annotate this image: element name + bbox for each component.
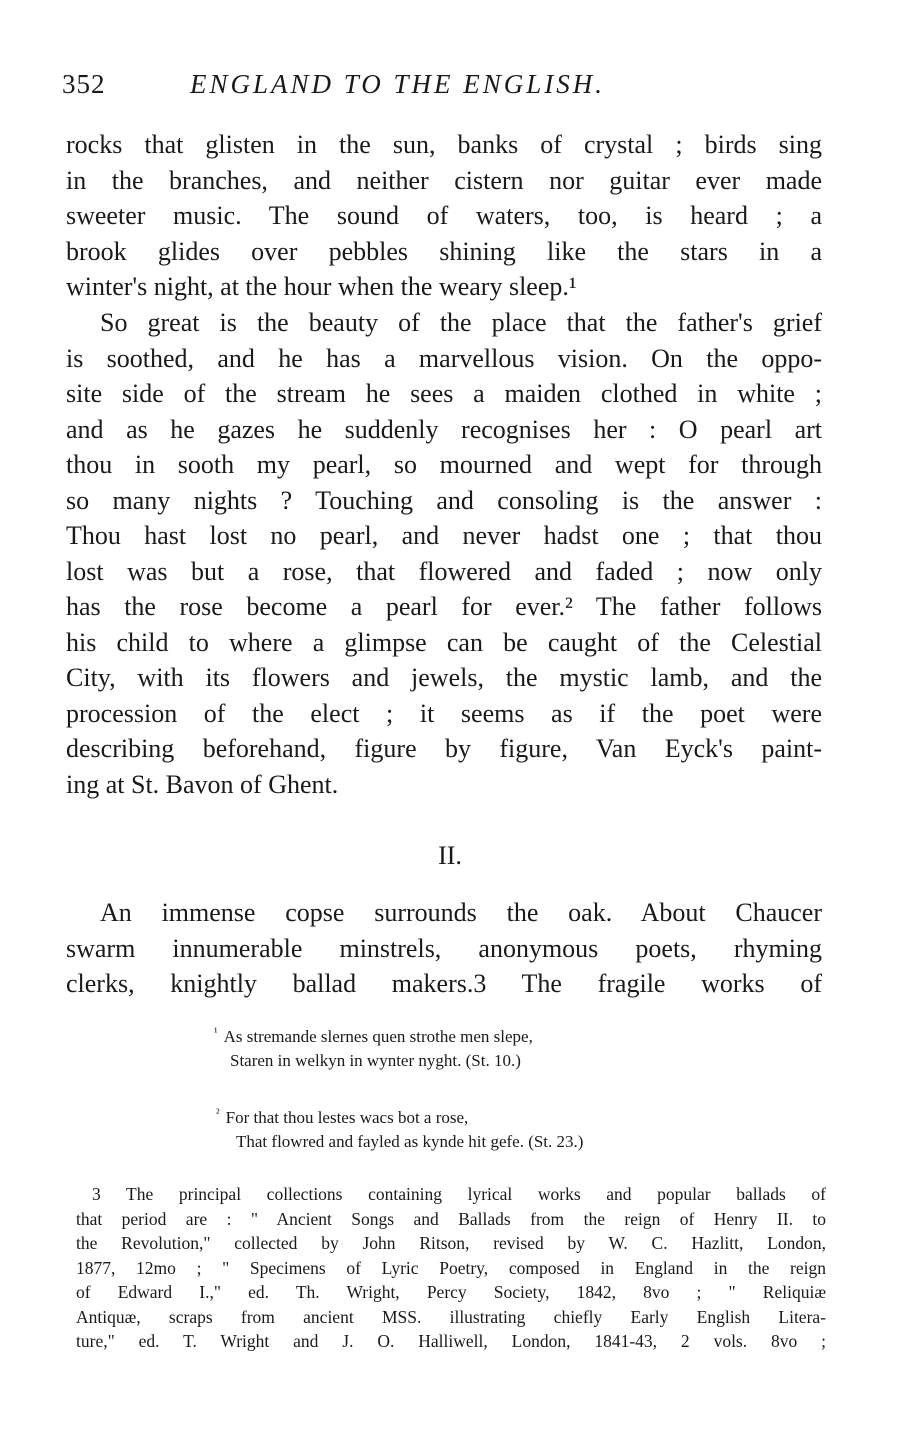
footnote-1	[214, 1020, 533, 1073]
text-line: has the rose become a pearl for ever.² The father follows	[66, 592, 822, 621]
text-line: winter's night, at the hour when the weary sleep.¹	[66, 272, 577, 301]
footnote-marker: ²	[216, 1106, 220, 1120]
footnote-line: 1877, 12mo ; " Specimens of Lyric Poetry, composed in England in the reign	[76, 1257, 826, 1278]
text-line: swarm innumerable minstrels, anonymous poets, rhyming	[66, 933, 822, 963]
section-heading: II.	[438, 841, 462, 870]
text-line: and as he gazes he suddenly recognises her : O pearl art	[66, 414, 822, 444]
text-line: City, with its flowers and jewels, the mystic lamb, and the	[66, 663, 822, 692]
text-line: ing at St. Bavon of Ghent.	[66, 769, 339, 799]
footnote-marker: ¹	[214, 1025, 218, 1039]
text-line: clerks, knightly ballad makers.3 The fragile works of	[66, 969, 822, 998]
footnote-line: Staren in welkyn in wynter nyght. (St. 10.)	[230, 1051, 521, 1070]
footnote-line: That flowred and fayled as kynde hit gefe. (St. 23.)	[236, 1132, 584, 1151]
text-line: so many nights ? Touching and consoling is the answer :	[66, 485, 822, 515]
footnote-line: the Revolution," collected by John Ritson, revised by W. C. Hazlitt, London,	[76, 1233, 826, 1253]
footnote-line: Antiquæ, scraps from ancient MSS. illustrating chiefly Early English Litera-	[76, 1306, 826, 1327]
text-line: thou in sooth my pearl, so mourned and wept for through	[66, 450, 822, 479]
text-line: describing beforehand, figure by figure, Van Eyck's paint-	[66, 734, 822, 763]
running-header	[62, 66, 822, 102]
text-line: brook glides over pebbles shining like the stars in a	[66, 236, 822, 266]
footnote-line: that period are : " Ancient Songs and Ballads from the reign of Henry II. to	[76, 1208, 826, 1229]
text-line: Thou hast lost no pearl, and never hadst one ; that thou	[66, 521, 822, 550]
text-line: sweeter music. The sound of waters, too, is heard ; a	[66, 201, 822, 230]
running-title: ENGLAND TO THE ENGLISH.	[190, 69, 606, 99]
text-line: lost was but a rose, that flowered and faded ; now only	[66, 556, 822, 586]
footnote-3	[76, 1182, 826, 1354]
text-line: site side of the stream he sees a maiden clothed in white ;	[66, 379, 822, 408]
footnote-line: of Edward I.," ed. Th. Wright, Percy Society, 1842, 8vo ; " Reliquiæ	[76, 1282, 826, 1302]
text-line: his child to where a glimpse can be caught of the Celestial	[66, 627, 822, 657]
page-number: 352	[62, 69, 106, 99]
paragraph-2	[66, 305, 822, 802]
text-line: procession of the elect ; it seems as if the poet were	[66, 698, 822, 728]
text-line: An immense copse surrounds the oak. About Chaucer	[100, 898, 822, 927]
footnote-line: 3 The principal collections containing lyrical works and popular ballads of	[92, 1184, 826, 1204]
paragraph-3	[66, 895, 822, 1002]
text-line: So great is the beauty of the place that the father's grief	[100, 308, 822, 337]
footnote-2	[216, 1101, 583, 1154]
paragraph-1	[66, 127, 822, 305]
footnote-line: As stremande slernes quen strothe men slepe,	[223, 1027, 533, 1046]
footnote-line: ture," ed. T. Wright and J. O. Halliwell, London, 1841-43, 2 vols. 8vo ;	[76, 1331, 826, 1351]
text-line: rocks that glisten in the sun, banks of crystal ; birds sing	[66, 130, 822, 159]
text-line: in the branches, and neither cistern nor guitar ever made	[66, 165, 822, 195]
footnote-line: For that thou lestes wacs bot a rose,	[225, 1108, 469, 1127]
text-line: is soothed, and he has a marvellous vision. On the oppo-	[66, 343, 822, 373]
